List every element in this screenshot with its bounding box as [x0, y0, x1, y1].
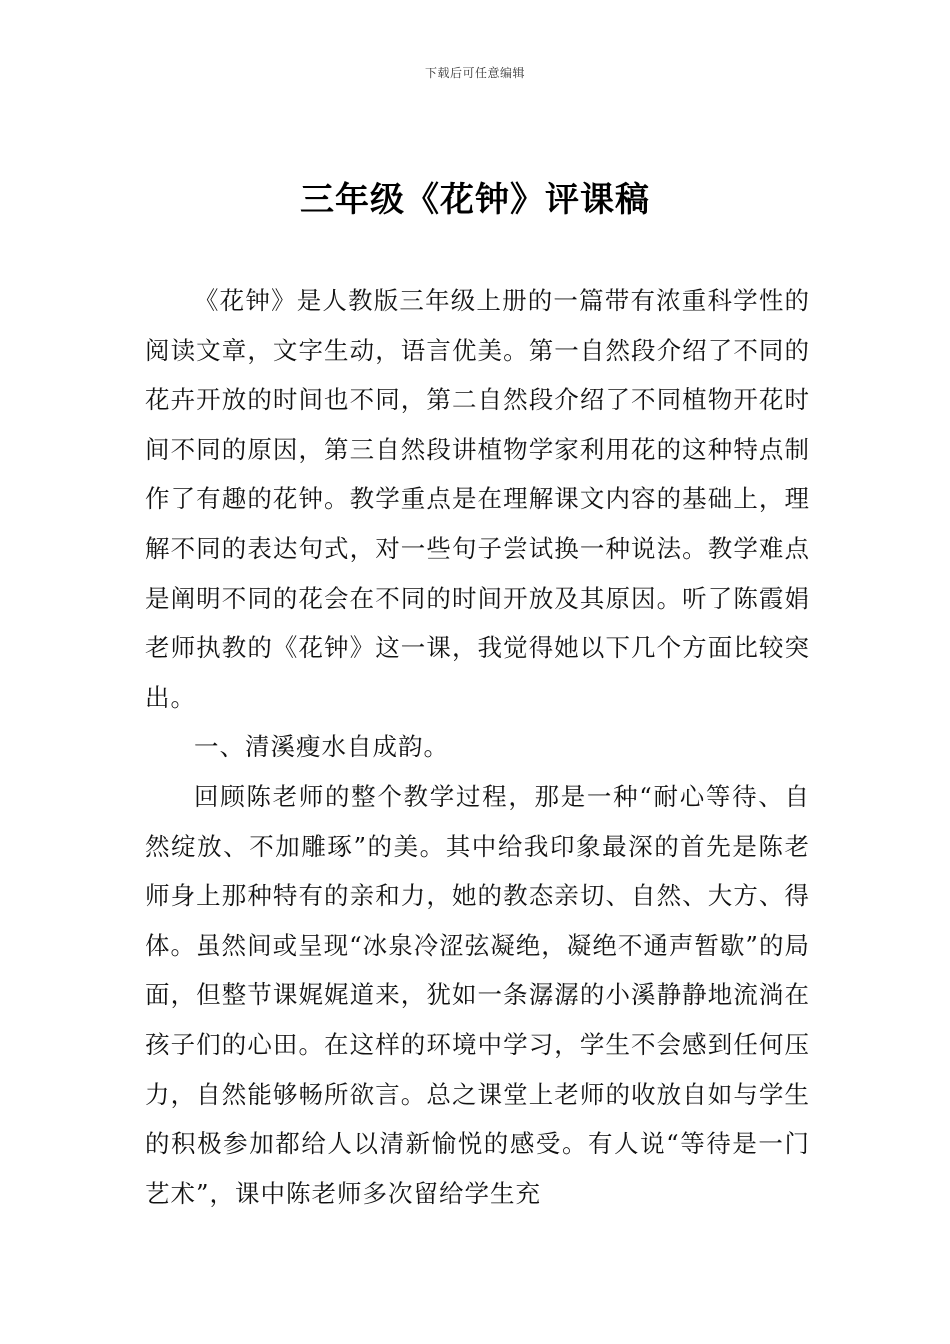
paragraph-intro: 《花钟》是人教版三年级上册的一篇带有浓重科学性的阅读文章，文字生动，语言优美。第一自然段介绍了不同的花卉开放的时间也不同，第二自然段介绍了不同植物开花时间不同的原因，第三自然段讲植物学家利用花的这种特点制作了有趣的花钟。教学重点是在理解课文内容的基础上，理解不同的表达句式，对一些句子尝试换一种说法。教学难点是阐明不同的花会在不同的时间开放及其原因。听了陈霞娟老师执教的《花钟》这一课，我觉得她以下几个方面比较突出。	[145, 286, 810, 712]
page-header-note: 下载后可任意编辑	[424, 66, 525, 80]
document-body	[145, 276, 810, 1218]
paragraph-section-1: 回顾陈老师的整个教学过程，那是一种“耐心等待、自然绽放、不加雕琢”的美。其中给我印象最深的首先是陈老师身上那种特有的亲和力，她的教态亲切、自然、大方、得体。虽然间或呈现“冰泉冷涩弦凝绝，凝绝不通声暂歇”的局面，但整节课娓娓道来，犹如一条潺潺的小溪静静地流淌在孩子们的心田。在这样的环境中学习，学生不会感到任何压力，自然能够畅所欲言。总之课堂上老师的收放自如与学生的积极参加都给人以清新愉悦的感受。有人说“等待是一门艺术”，课中陈老师多次留给学生充	[145, 781, 810, 1208]
section-heading-1: 一、清溪瘦水自成韵。	[194, 732, 449, 762]
document-title: 三年级《花钟》评课稿	[300, 180, 650, 220]
